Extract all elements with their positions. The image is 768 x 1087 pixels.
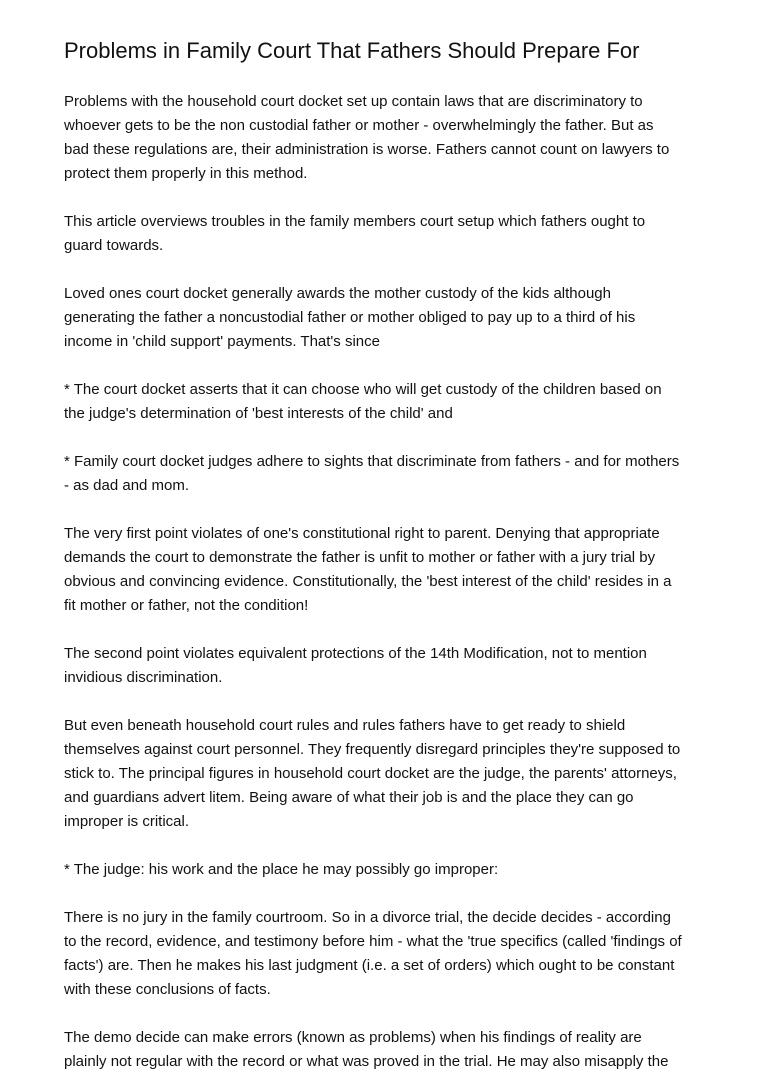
paragraph-bullet-best-interests: * The court docket asserts that it can choose who will get custody of the children based on the judge's determination of 'best interests of the child' and — [64, 381, 662, 422]
paragraph-bullet-discrimination: * Family court docket judges adhere to sights that discriminate from fathers - and for mothers - as dad and mom. — [64, 453, 680, 494]
paragraph-second-point: The second point violates equivalent protections of the 14th Modification, not to mention invidious discrimination. — [64, 645, 647, 686]
paragraph-no-jury: There is no jury in the family courtroom. So in a divorce trial, the decide decides - according to the record, evidence, and testimony before him - what the 'true specifics (called 'findings of facts') are. Then he makes his last judgment (i.e. a set of orders) which ought to be constant with these conclusions of facts. — [64, 909, 682, 998]
paragraph-overview: This article overviews troubles in the family members court setup which fathers ought to guard towards. — [64, 213, 646, 254]
paragraph-custody: Loved ones court docket generally awards the mother custody of the kids although generating the father a noncustodial father or mother obliged to pay up to a third of his income in 'child support' payments. That's since — [64, 285, 636, 350]
paragraph-trial-errors: The demo decide can make errors (known as problems) when his findings of reality are plainly not regular with the record or what was proved in the trial. He may also misapply the — [64, 1029, 669, 1070]
document-title: Problems in Family Court That Fathers Should Prepare For — [64, 38, 640, 63]
paragraph-intro: Problems with the household court docket set up contain laws that are discriminatory to whoever gets to be the non custodial father or mother - overwhelmingly the father. But as bad these regulations are, their administration is worse. Fathers cannot count on lawyers to protect them properly in this method. — [64, 93, 670, 182]
paragraph-bullet-judge: * The judge: his work and the place he may possibly go improper: — [64, 861, 499, 878]
paragraph-court-personnel: But even beneath household court rules and rules fathers have to get ready to shield themselves against court personnel. They frequently disregard principles they're supposed to stick to. The principal figures in household court docket are the judge, the parents' attorneys, and guardians advert litem. Being aware of what their job is and the place they can go improper is critical. — [64, 717, 681, 830]
paragraph-first-point: The very first point violates of one's constitutional right to parent. Denying that appropriate demands the court to demonstrate the father is unfit to mother or father with a jury trial by obvious and convincing evidence. Constitutionally, the 'best interest of the child' resides in a fit mother or father, not the condition! — [64, 525, 672, 614]
